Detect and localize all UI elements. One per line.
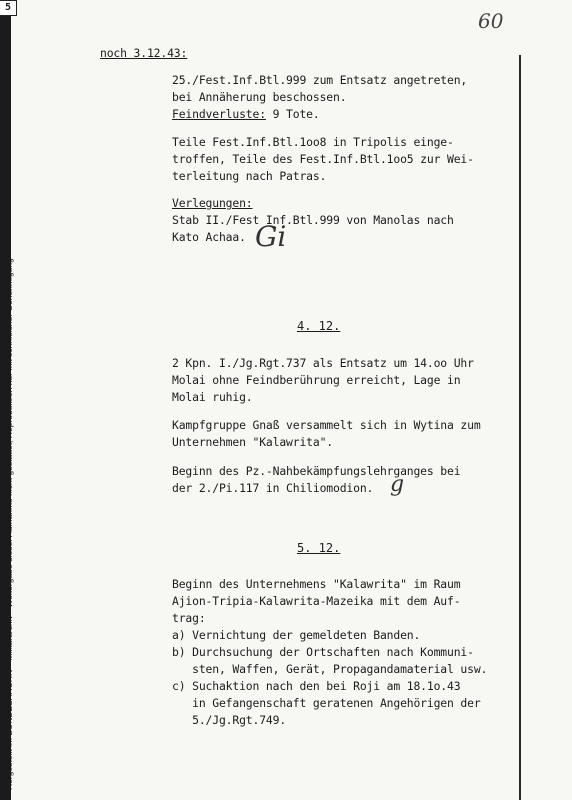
section2-heading: 4. 12. bbox=[297, 319, 341, 333]
task-item-b-line-2: sten, Waffen, Gerät, Propagandamaterial usw. bbox=[172, 662, 488, 676]
task-item-c-line-3: 5./Jg.Rgt.749. bbox=[172, 713, 287, 727]
section2-para1-line-2: Molai ohne Feindberührung erreicht, Lage in bbox=[172, 373, 461, 387]
section1-para2-line-2: troffen, Teile des Fest.Inf.Btl.1oo5 zur Wei- bbox=[172, 152, 474, 166]
section3-intro-line-2: Ajion-Tripia-Kalawrita-Mazeika mit dem Auf- bbox=[172, 594, 461, 608]
enemy-losses-label: Feindverluste: bbox=[172, 107, 266, 121]
relocations-line-1: Stab II./Fest Inf.Btl.999 von Manolas nach bbox=[172, 213, 454, 227]
task-item-c-line-1: c) Suchaktion nach den bei Roji am 18.1o.43 bbox=[172, 679, 461, 693]
relocations-line-2: Kato Achaa. bbox=[172, 230, 246, 244]
task-item-a: a) Vernichtung der gemeldeten Banden. bbox=[172, 628, 421, 642]
enemy-losses-line bbox=[172, 106, 320, 123]
enemy-losses-value: 9 Tote. bbox=[265, 107, 320, 121]
task-item-b-line-1: b) Durchsuchung der Ortschaften nach Kommuni- bbox=[172, 645, 474, 659]
section1-line-2: bei Annäherung beschossen. bbox=[172, 90, 347, 104]
section1-line-1: 25./Fest.Inf.Btl.999 zum Entsatz angetreten, bbox=[172, 73, 468, 87]
section2-para1-line-3: Molai ruhig. bbox=[172, 390, 253, 404]
section2-para3-line-2: der 2./Pi.117 in Chiliomodion. bbox=[172, 481, 374, 495]
section3-intro-line-1: Beginn des Unternehmens "Kalawrita" im Raum bbox=[172, 577, 461, 591]
relocations-label: Verlegungen: bbox=[172, 196, 253, 210]
handwritten-initials-1: Gi bbox=[255, 220, 287, 253]
section1-para2-line-3: terleitung nach Patras. bbox=[172, 169, 327, 183]
section3-heading: 5. 12. bbox=[297, 541, 341, 555]
section2-para1-line-1: 2 Kpn. I./Jg.Rgt.737 als Entsatz um 14.oo Uhr bbox=[172, 356, 474, 370]
right-margin-rule bbox=[519, 55, 521, 800]
section2-para2-line-1: Kampfgruppe Gnaß versammelt sich in Wytina zum bbox=[172, 418, 481, 432]
section1-para2-line-1: Teile Fest.Inf.Btl.1oo8 in Tripolis einge- bbox=[172, 135, 454, 149]
tab-mark: 5 bbox=[0, 0, 17, 16]
section2-para2-line-2: Unternehmen "Kalawrita". bbox=[172, 435, 333, 449]
task-item-c-line-2: in Gefangenschaft geratenen Angehörigen der bbox=[172, 696, 481, 710]
handwritten-initials-2: g bbox=[390, 472, 405, 497]
page-number: 60 bbox=[478, 9, 504, 33]
archive-note: Hergestellt im BUNDESARCHIV - Militärarchiv - Weitergabe dieser Aufnahme nicht gestattet; Reproduktion nur mit schriftlicher Genehmigung bbox=[4, 258, 14, 790]
section1-date: noch 3.12.43: bbox=[100, 46, 188, 60]
section2-para3-line-1: Beginn des Pz.-Nahbekämpfungslehrganges bei bbox=[172, 464, 461, 478]
section3-intro-line-3: trag: bbox=[172, 611, 206, 625]
